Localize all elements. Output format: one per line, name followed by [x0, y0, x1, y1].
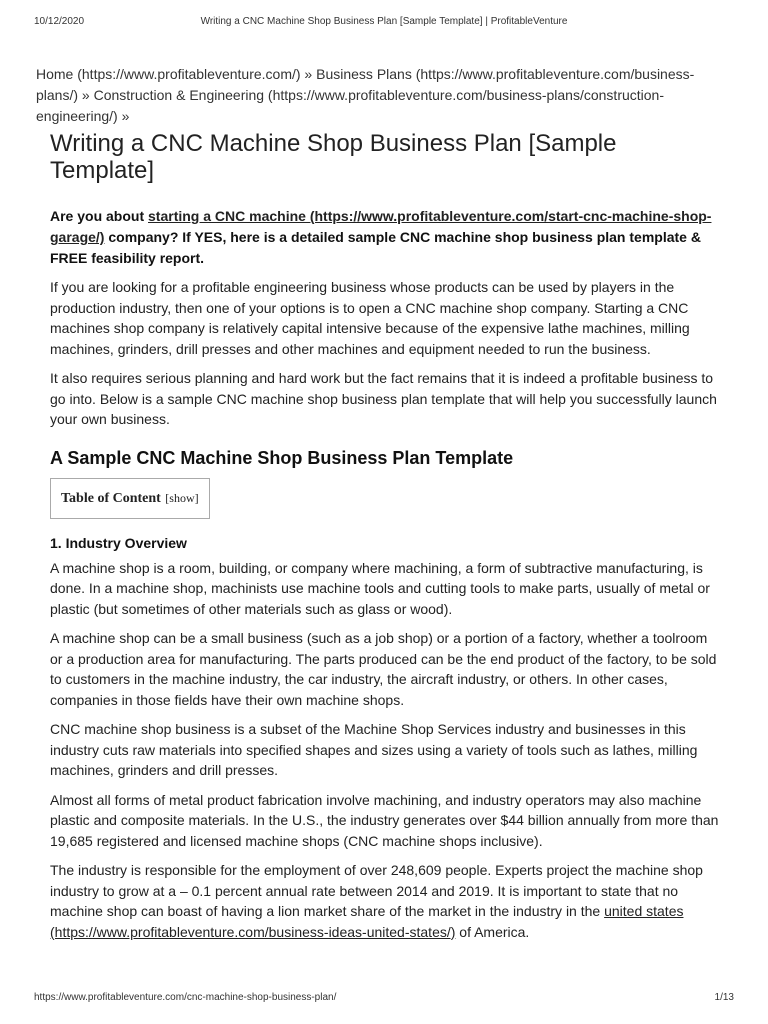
article-title: Writing a CNC Machine Shop Business Plan [Sample Template] — [50, 130, 617, 184]
industry-paragraph-5 — [50, 860, 722, 942]
intro-paragraph-1: If you are looking for a profitable engineering business whose products can be used by players in the production industry, then one of your options is to open a CNC machine shop company. Starting a CNC machines shop company is relatively capital intensive because of the expensive lathe machines, milling machines, grinders, drill presses and other machines and equipment needed to run the business. — [50, 279, 690, 357]
table-of-content-box — [50, 478, 210, 519]
industry-p5-prefix: The industry is responsible for the employment of over 248,609 people. Experts project the machine shop industry to grow at a – 0.1 percent annual rate between 2014 and 2019. It is important to state that no machine shop can boast of having a lion market share of the market in the industry in the — [50, 862, 703, 919]
breadcrumb-construction-link[interactable]: Construction & Engineering (https://www.profitableventure.com/business-plans/construction-engineering/) — [36, 87, 664, 124]
start-cnc-machine-link[interactable]: starting a CNC machine (https://www.profitableventure.com/start-cnc-machine-shop-garage/) — [50, 208, 712, 245]
breadcrumb — [36, 64, 726, 127]
toc-show-toggle[interactable]: [show] — [165, 490, 199, 505]
print-date: 10/12/2020 — [34, 16, 85, 27]
breadcrumb-separator: » — [117, 108, 130, 124]
industry-paragraph-1: A machine shop is a room, building, or company where machining, a form of subtractive manufacturing, is done. In a machine shop, machinists use machine tools and cutting tools to make parts, usually of metal or plastic (but sometimes of other materials such as glass or wood). — [50, 559, 710, 617]
breadcrumb-business-plans-link[interactable]: Business Plans (https://www.profitableventure.com/business-plans/) — [36, 66, 695, 103]
page-number: 1/13 — [714, 992, 734, 1003]
section-heading: A Sample CNC Machine Shop Business Plan Template — [50, 447, 514, 468]
print-header — [34, 16, 734, 32]
industry-p5-suffix: of America. — [455, 923, 530, 940]
breadcrumb-separator: » — [300, 66, 317, 82]
print-footer — [34, 992, 734, 1008]
toc-title: Table of Content — [61, 490, 161, 506]
intro-paragraph-2: It also requires serious planning and hard work but the fact remains that it is indeed a profitable business to go into. Below is a sample CNC machine shop business plan template that will help you successfully launch your own business. — [50, 370, 717, 427]
industry-overview-heading: 1. Industry Overview — [50, 534, 187, 551]
article-content — [50, 130, 722, 951]
intro-prefix: Are you about — [50, 208, 149, 224]
print-page-title: Writing a CNC Machine Shop Business Plan [Sample Template] | ProfitableVenture — [200, 16, 568, 27]
print-footer-url: https://www.profitableventure.com/cnc-machine-shop-business-plan/ — [34, 992, 337, 1003]
intro-suffix: company? If YES, here is a detailed sample CNC machine shop business plan template & FREE feasibility report. — [50, 229, 701, 266]
article-intro — [50, 206, 722, 269]
united-states-link[interactable]: united states (https://www.profitableventure.com/business-ideas-united-states/) — [50, 903, 684, 940]
industry-paragraph-2: A machine shop can be a small business (such as a job shop) or a portion of a factory, whether a toolroom or a production area for manufacturing. The parts produced can be the end product of the factory, to be sold to customers in the machine industry, the car industry, the aircraft industry, or others. In other cases, companies in those fields have their own machine shops. — [50, 630, 717, 708]
industry-paragraph-3: CNC machine shop business is a subset of the Machine Shop Services industry and businesses in this industry cuts raw materials into specified shapes and sizes using a variety of tools such as lathes, milling machines, grinders and drill presses. — [50, 721, 698, 778]
breadcrumb-home-link[interactable]: Home (https://www.profitableventure.com/) — [36, 66, 301, 82]
industry-paragraph-4: Almost all forms of metal product fabrication involve machining, and industry operators may also machine plastic and composite materials. In the U.S., the industry generates over $44 billion annually from more than 19,685 registered and licensed machine shops (CNC machine shops inclusive). — [50, 791, 719, 849]
breadcrumb-separator: » — [78, 87, 94, 103]
